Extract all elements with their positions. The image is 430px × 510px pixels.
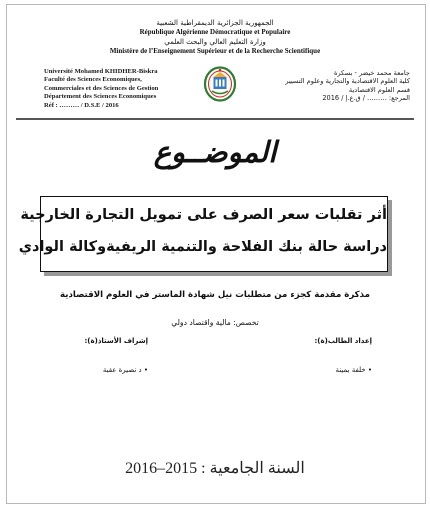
university-emblem-icon [203,66,237,102]
department-name-fr: Département des Sciences Economiques [44,93,157,101]
faculty-name-fr: Faculté des Sciences Economiques, [44,76,142,84]
thesis-title-line-1: أثر تقلبات سعر الصرف على تمويل التجارة الخارجية [20,207,387,223]
header-separator [16,118,414,120]
supervisor-label: إشراف الأستاذ(ة): [84,337,148,345]
student-label: إعداد الطالب(ة): [314,337,372,345]
university-name-fr: Université Mohamed KHIDHER-Biskra [44,68,158,75]
ministry-french: Ministère de l’Enseignement Supérieur et de la Recherche Scientifique [109,47,321,55]
department-name-ar: قسم العلوم الاقتصادية [348,85,410,94]
university-block-arabic [285,69,410,103]
thesis-title-box [18,196,388,272]
reference-fr: Réf : ……… / D.S.E / 2016 [44,101,119,109]
faculty-name-fr-2: Commerciales et des Sciences de Gestion [44,84,159,92]
academic-year: السنة الجامعية : 2015–2016 [125,460,305,477]
university-block-french [44,68,158,110]
reference-ar: المرجع: ……… / ق.ع.إ / 2016 [322,94,410,103]
specialty-line: تخصص: مالية واقتصاد دولي [171,318,259,327]
republic-arabic: الجمهورية الجزائرية الديمقراطية الشعبية [156,19,274,27]
university-name-ar: جامعة محمد خيضر - بسكرة [333,69,410,77]
memo-statement: مذكرة مقدمة كجزء من متطلبات نيل شهادة الماستر في العلوم الاقتصادية [60,290,370,300]
supervisor-name: • د نصيرة عقبة [102,366,148,374]
ministry-arabic: وزارة التعليم العالي والبحث العلمي [164,38,266,46]
republic-french: République Algérienne Démocratique et Populaire [139,28,291,36]
faculty-name-ar: كلية العلوم الاقتصادية والتجارية وعلوم التسيير [285,77,410,86]
student-name: • خلفة يمينة [335,366,372,374]
thesis-title-line-2: دراسة حالة بنك الفلاحة والتنمية الريفيةوكالة الوادي [18,239,387,255]
subject-heading: الموضــوع [153,135,277,169]
